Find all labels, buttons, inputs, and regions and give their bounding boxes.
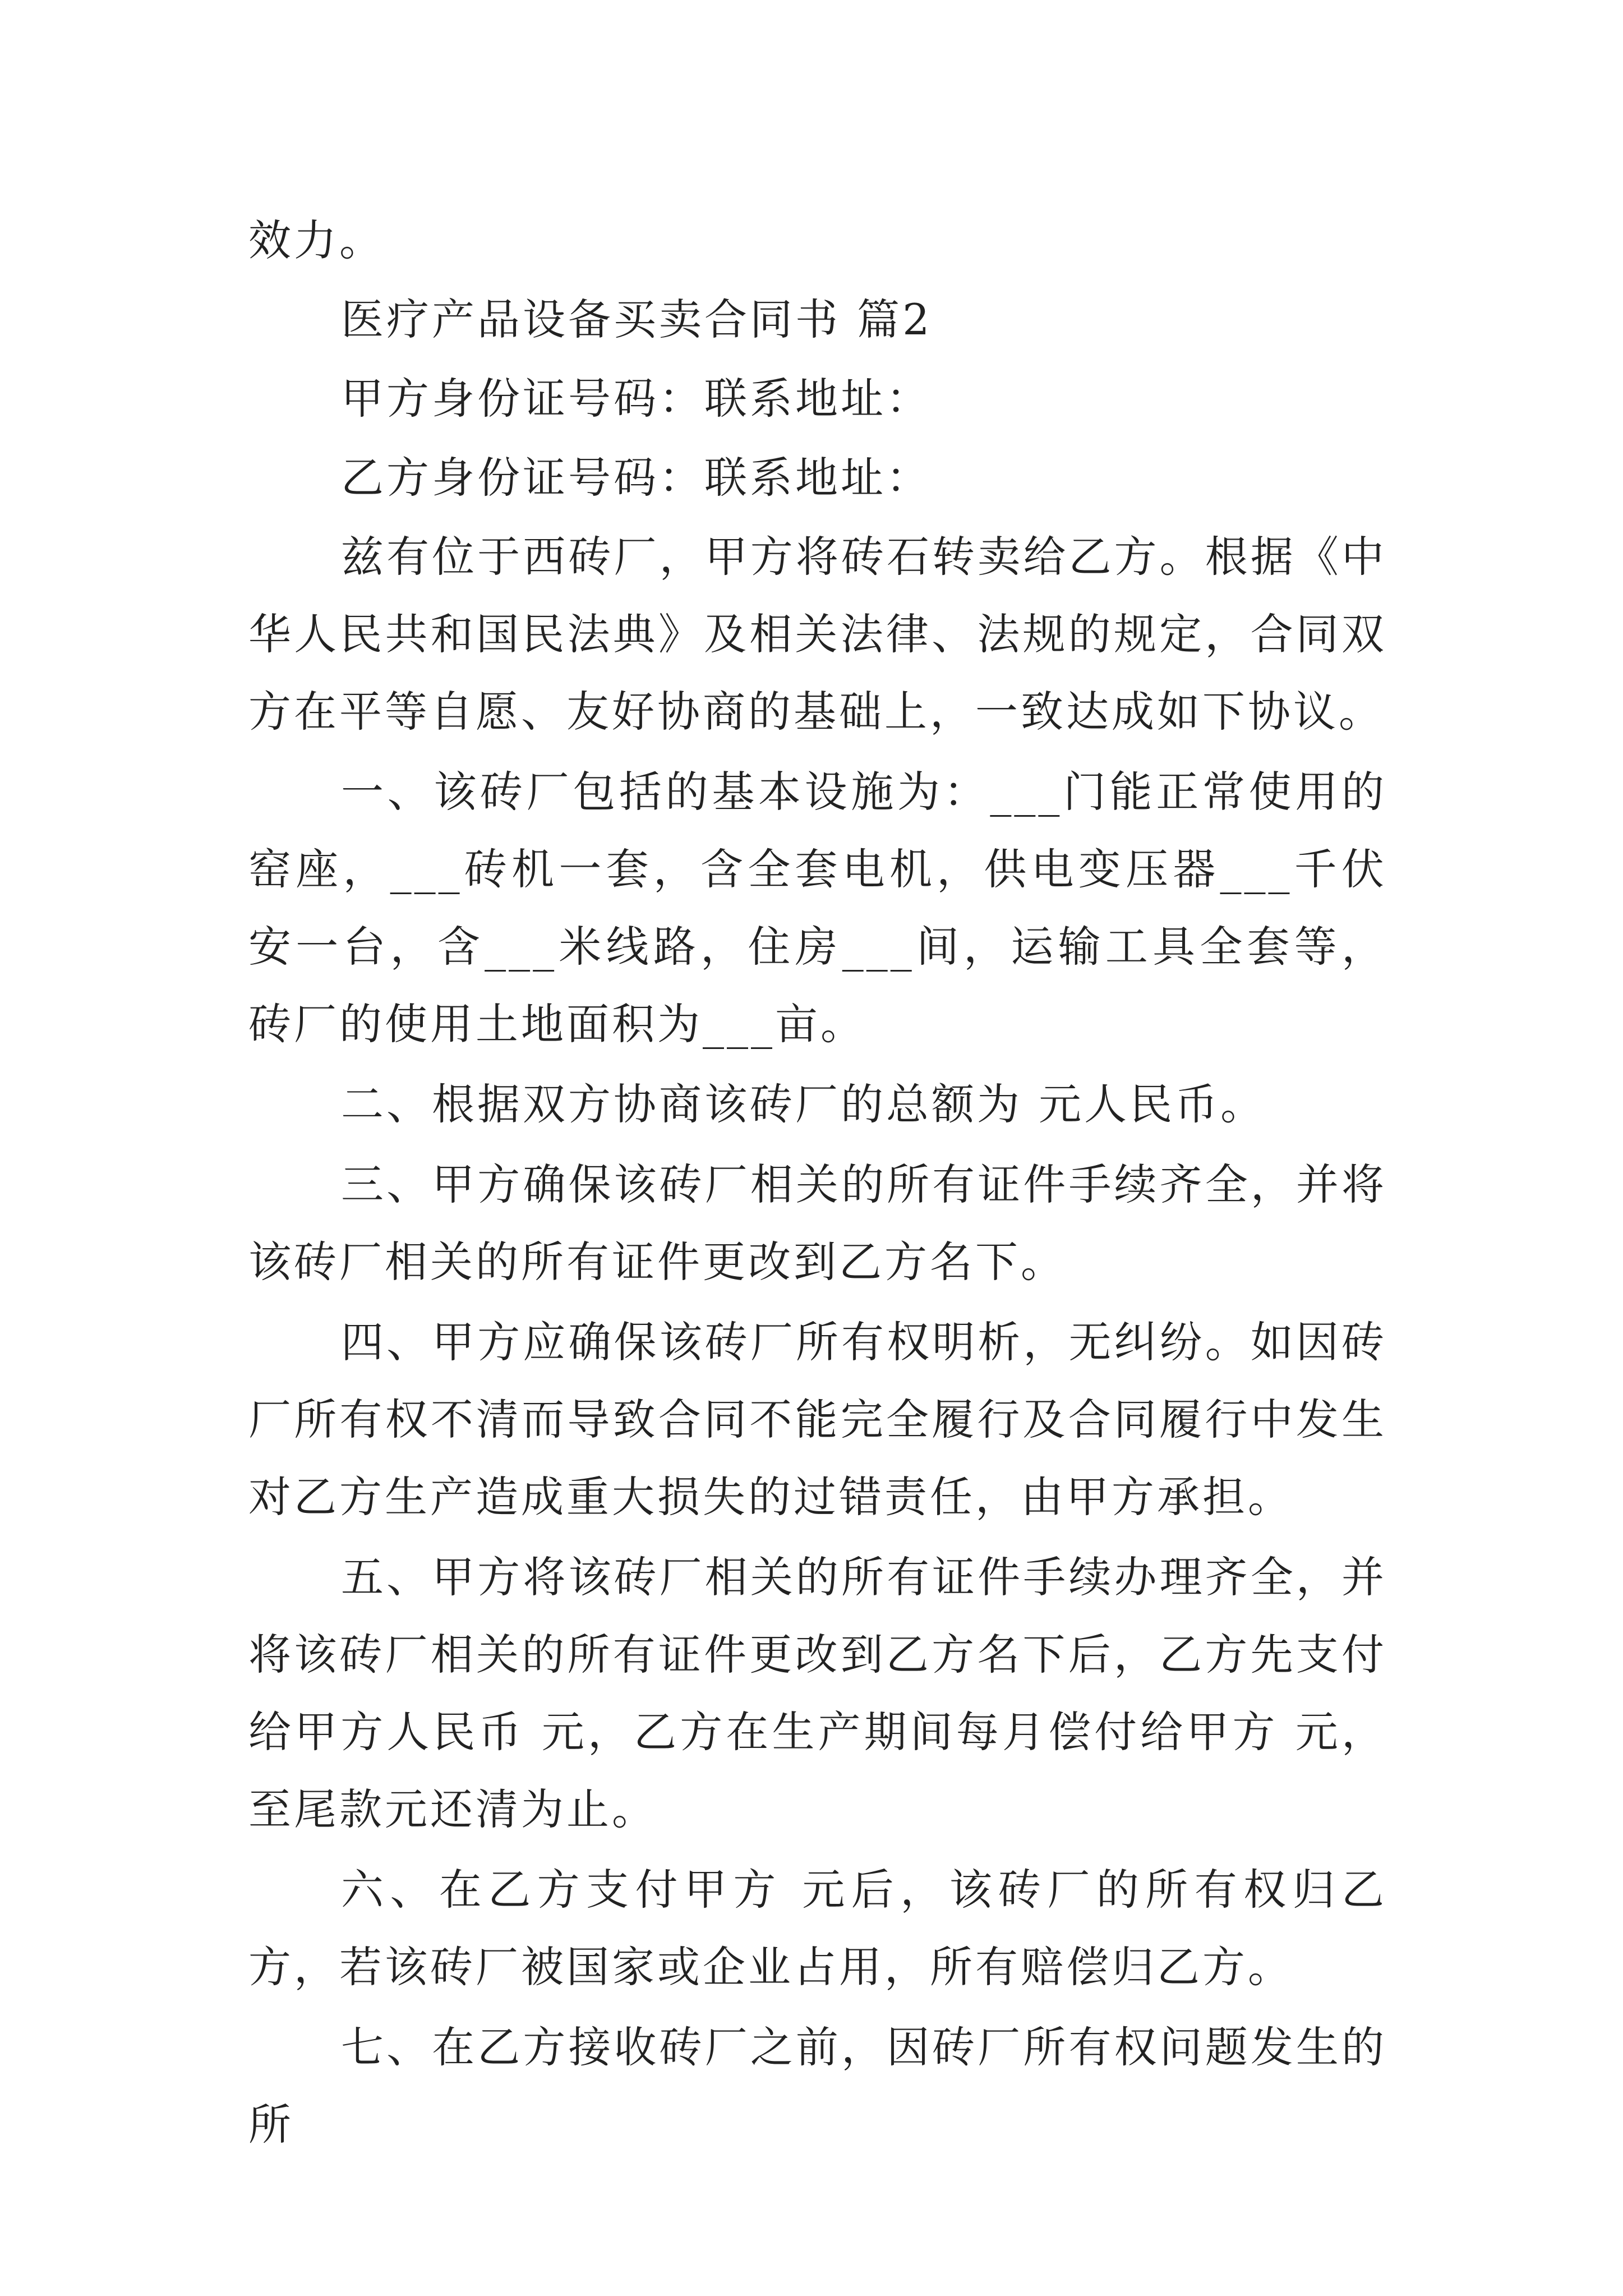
clause-5: 五、甲方将该砖厂相关的所有证件手续办理齐全，并将该砖厂相关的所有证件更改到乙方名下后，乙方先支付给甲方人民币 元，乙方在生产期间每月偿付给甲方 元，至尾款元还清为止。 [248, 1552, 1387, 1834]
preamble-paragraph: 兹有位于西砖厂，甲方将砖石转卖给乙方。根据《中华人民共和国民法典》及相关法律、法规的规定，合同双方在平等自愿、友好协商的基础上，一致达成如下协议。 [248, 532, 1387, 737]
section-heading: 医疗产品设备买卖合同书 篇2 [341, 295, 933, 344]
clause-6: 六、在乙方支付甲方 元后，该砖厂的所有权归乙方，若该砖厂被国家或企业占用，所有赔偿归乙方。 [248, 1865, 1387, 1992]
clause-3: 三、甲方确保该砖厂相关的所有证件手续齐全，并将该砖厂相关的所有证件更改到乙方名下。 [248, 1159, 1387, 1287]
party-b-info: 乙方身份证号码：联系地址： [341, 453, 932, 503]
document-body [248, 202, 1387, 2166]
party-a-info: 甲方身份证号码：联系地址： [341, 374, 932, 424]
clause-4: 四、甲方应确保该砖厂所有权明析，无纠纷。如因砖厂所有权不清而导致合同不能完全履行及合同履行中发生对乙方生产造成重大损失的过错责任，由甲方承担。 [248, 1317, 1387, 1522]
clause-7: 七、在乙方接收砖厂之前，因砖厂所有权问题发生的所 [248, 2022, 1387, 2150]
paragraph-continuation: 效力。 [248, 215, 385, 265]
clause-1: 一、该砖厂包括的基本设施为：___门能正常使用的窑座，___砖机一套，含全套电机，供电变压器___千伏安一台，含___米线路，住房___间，运输工具全套等，砖厂的使用土地面积为___亩。 [248, 767, 1387, 1049]
clause-2: 二、根据双方协商该砖厂的总额为 元人民币。 [341, 1079, 1266, 1129]
